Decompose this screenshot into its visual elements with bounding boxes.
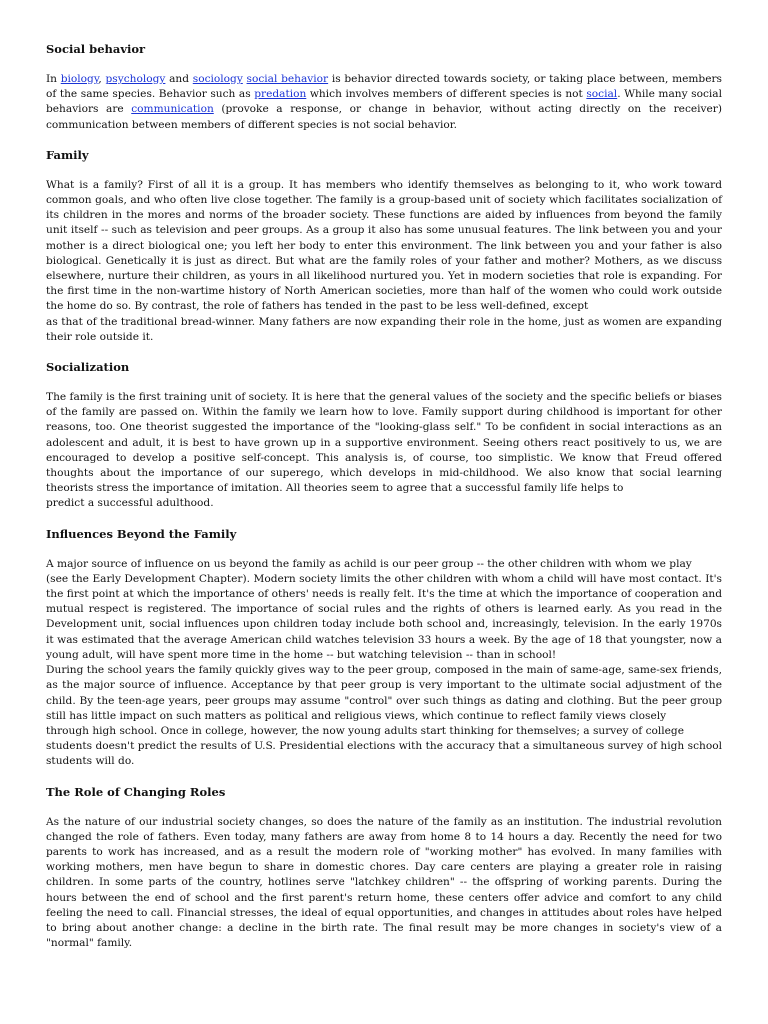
link-biology[interactable]: biology (60, 73, 99, 85)
heading-changing-roles: The Role of Changing Roles (46, 784, 226, 799)
paragraph-changing-roles: As the nature of our industrial society changes, so does the nature of the family as an institution. The industrial revolution changed the role of fathers. Even today, many fathers are away from home 8 to 14 hours a day. Recently the need for two parents to work has increased, and as a result the modern role of "working mother" has evolved. In many families with working mothers, men have begun to share in domestic chores. Day care centers are playing a greater role in raising children. In some parts of the country, hotlines serve "latchkey children" -- the offspring of working parents. During the hours between the end of school and the first parent's return home, these centers offer advice and comfort to any child feeling the need to call. Financial stresses, the ideal of equal opportunities, and changes in attitudes about roles have helped to bring about another change: a decline in the birth rate. The final result may be more changes in society's view of a "normal" family. (46, 815, 722, 950)
heading-influences: Influences Beyond the Family (46, 526, 237, 541)
link-communication[interactable]: communication (131, 103, 214, 116)
paragraph-family-1: What is a family? First of all it is a group. It has members who identify themselves as belonging to it, who work toward common goals, and who often live close together. The family is a group-based unit of society which facilitates socialization of its children in the mores and norms of the broader society. These functions are aided by influences from beyond the family unit itself -- such as television and peer groups. As a group it also has some unusual features. The link between you and your mother is a direct biological one; you left her body to enter this environment. The link between you and your father is also biological. Genetically it is just as direct. But what are the family roles of your father and mother? Mothers, as we discuss elsewhere, nurture their children, as yours in all likelihood nurtured you. Yet in modern societies that role is expanding. For the first time in the non-wartime history of North American societies, more than half of the women who could work outside the home do so. By contrast, the role of fathers has tended in the past to be less well-defined, except (46, 178, 722, 313)
paragraph-influences-4: through high school. Once in college, however, the now young adults start thinking for themselves; a survey of college (46, 724, 684, 737)
heading-socialization: Socialization (46, 360, 130, 375)
link-psychology[interactable]: psychology (105, 73, 166, 85)
link-sociology[interactable]: sociology (192, 73, 243, 85)
paragraph-influences-2: (see the Early Development Chapter). Modern society limits the other children with whom a child will have most contact. It's the first point at which the importance of others' needs is really felt. It's the time at which the importance of cooperation and mutual respect is registered. The importance of social rules and the rights of others is learned early. As you read in the Development unit, social influences upon children today include both school and, increasingly, television. In the early 1970s it was estimated that the average American child watches television 33 hours a week. By the age of 18 that youngster, now a young adult, will have spent more time in the home -- but watching television -- than in school! (46, 572, 722, 661)
paragraph-influences-1: A major source of influence on us beyond the family as achild is our peer group -- the other children with whom we play (46, 557, 692, 570)
heading-family: Family (46, 147, 89, 162)
paragraph-influences-3: During the school years the family quickly gives way to the peer group, composed in the main of same-age, same-sex friends, as the major source of influence. Acceptance by that peer group is very important to the ultimate social adjustment of the child. By the teen-age years, peer groups may assume "control" over such things as dating and clothing. But the peer group still has little impact on such matters as political and religious views, which continue to reflect family views closely (46, 664, 722, 722)
link-predation[interactable]: predation (254, 88, 307, 101)
heading-social-behavior: Social behavior (46, 42, 146, 56)
paragraph-influences-5: students doesn't predict the results of U.S. Presidential elections with the accuracy that a simultaneous survey of high school students will do. (46, 740, 722, 768)
paragraph-socialization-1: The family is the first training unit of society. It is here that the general values of the society and the specific beliefs or biases of the family are passed on. Within the family we learn how to love. Family support during childhood is important for other reasons, too. One theorist suggested the importance of the "looking-glass self." To be confident in social interactions as an adolescent and adult, it is best to have grown up in a supportive environment. Seeing others react positively to us, we are encouraged to develop a positive self-concept. This analysis is, of course, too simplistic. We know that Freud offered thoughts about the importance of our superego, which develops in mid-childhood. We also know that social learning theorists stress the importance of imitation. All theories seem to agree that a successful family life helps to (46, 391, 722, 495)
paragraph-family-2: as that of the traditional bread-winner. Many fathers are now expanding their role in the home, just as women are expanding their role outside it. (46, 315, 722, 343)
link-social[interactable]: social (586, 88, 618, 101)
link-social-behavior[interactable]: social behavior (246, 73, 329, 85)
document-page (46, 42, 722, 951)
paragraph-social-behavior: In biology, psychology and sociology social behavior is behavior directed towards society, or taking place between, members of the same species. Behavior such as predation which involves members of different species is not social. While many social behaviors are communication (provoke a response, or change in behavior, without acting directly on the receiver) communication between members of different species is not social behavior. (46, 73, 722, 131)
paragraph-socialization-2: predict a successful adulthood. (46, 497, 214, 510)
